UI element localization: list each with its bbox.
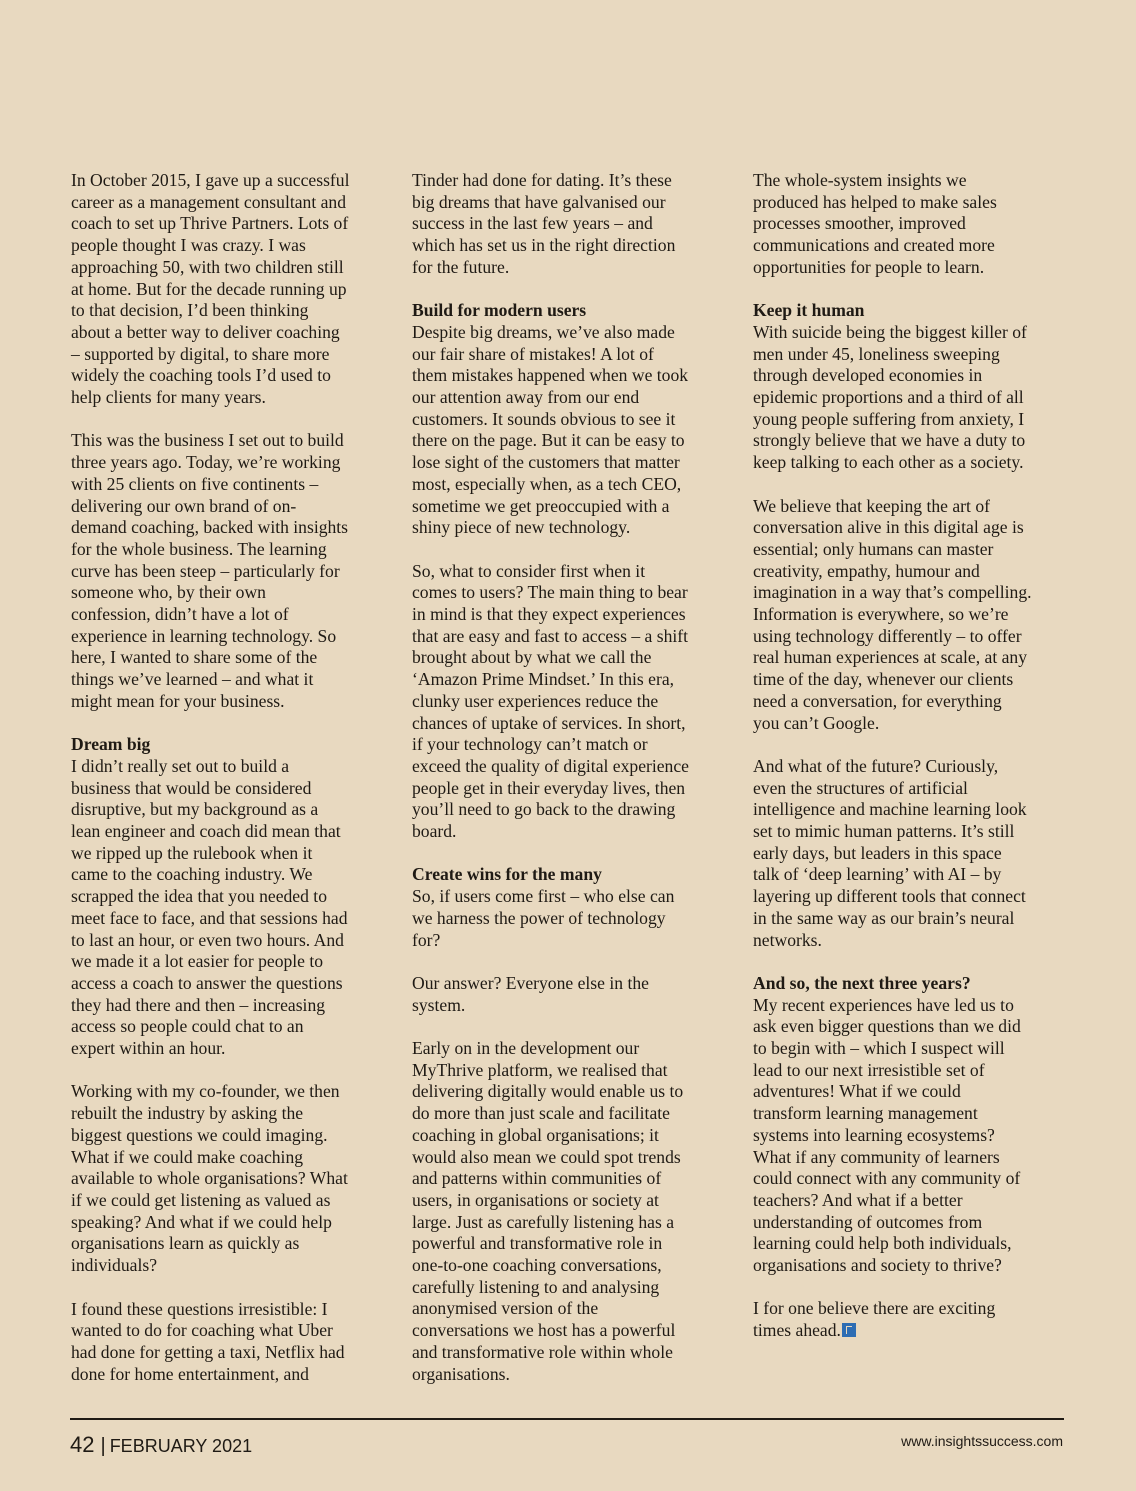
section-heading-dream-big: Dream big bbox=[71, 734, 151, 755]
paragraph: This was the business I set out to build three years ago. Today, we’re working with 25 clients on five continents – delivering our own brand of on- demand coaching, backed with insights for the whole business. The learning curve has been steep – particularly for someone who, by their own confession, didn’t have a lot of experience in learning technology. So here, I wanted to share some of the things we’ve learned – and what it might mean for your business. bbox=[71, 430, 349, 711]
article-column-3 bbox=[753, 170, 1071, 1364]
article-column-1 bbox=[71, 170, 389, 1407]
footer-divider bbox=[70, 1418, 1064, 1420]
end-of-article-icon bbox=[842, 1323, 856, 1337]
paragraph: Early on in the development our MyThrive platform, we realised that delivering digitally would enable us to do more than just scale and facilitate coaching in global organisations; it would also mean we could spot trends and patterns within communities of users, in organisations or society at large. Just as carefully listening has a powerful and transformative role in one-to-one coaching conversations, carefully listening to and analysing anonymised version of the conversations we host has a powerful and transformative role within whole organisations. bbox=[412, 1038, 684, 1384]
paragraph: Tinder had done for dating. It’s these big dreams that have galvanised our success in the last few years – and which has set us in the right direction for the future. bbox=[412, 170, 676, 277]
section-heading-next-three-years: And so, the next three years? bbox=[753, 972, 971, 993]
closing-text: I for one believe there are exciting times ahead. bbox=[753, 1298, 996, 1341]
paragraph: Despite big dreams, we’ve also made our fair share of mistakes! A lot of them mistakes happened when we took our attention away from our end customers. It sounds obvious to see it there on the page. But it can be easy to lose sight of the customers that matter most, especially when, as a tech CEO, sometime we get preoccupied with a shiny piece of new technology. bbox=[412, 321, 689, 538]
paragraph: In October 2015, I gave up a successful career as a management consultant and coach to set up Thrive Partners. Lots of people thought I was crazy. I was approaching 50, with two children still at home. But for the decade running up to that decision, I’d been thinking about a better way to deliver coaching – supported by digital, to share more widely the coaching tools I’d used to help clients for many years. bbox=[71, 170, 350, 408]
paragraph: So, what to consider first when it comes to users? The main thing to bear in mind is that they expect experiences that are easy and fast to access – a shift brought about by what we call the ‘Amazon Prime Mindset.’ In this era, clunky user experiences reduce the chances of uptake of services. In short, if your technology can’t match or exceed the quality of digital experience people get in their everyday lives, then you’ll need to go back to the drawing board. bbox=[412, 560, 689, 842]
paragraph: So, if users come first – who else can we harness the power of technology for? bbox=[412, 886, 675, 950]
section-heading-create-wins: Create wins for the many bbox=[412, 864, 602, 885]
section-heading-keep-it-human: Keep it human bbox=[753, 300, 865, 321]
website-url: www.insightssuccess.com bbox=[901, 1433, 1063, 1449]
paragraph: The whole-system insights we produced has helped to make sales processes smoother, improved communications and created more opportunities for people to learn. bbox=[753, 170, 997, 277]
section-heading-build-for-modern-users: Build for modern users bbox=[412, 300, 587, 321]
paragraph: Our answer? Everyone else in the system. bbox=[412, 972, 649, 1015]
paragraph: We believe that keeping the art of conversation alive in this digital age is essential; only humans can master creativity, empathy, humour and imagination in a way that’s compelling. Information is everywhere, so we’re using technology differently – to offer real human experiences at scale, at any time of the day, whenever our clients need a conversation, for everything you can’t Google. bbox=[753, 495, 1032, 733]
paragraph: I didn’t really set out to build a business that would be considered disruptive, but my background as a lean engineer and coach did mean that we ripped up the rulebook when it came to the coaching industry. We scrapped the idea that you needed to meet face to face, and that sessions had to last an hour, or even two hours. And we made it a lot easier for people to access a coach to answer the questions they had there and then – increasing access so people could chat to an expert within an hour. bbox=[71, 755, 348, 1059]
paragraph: My recent experiences have led us to ask even bigger questions than we did to begin with – which I suspect will lead to our next irresistible set of adventures! What if we could transform learning management systems into learning ecosystems? What if any community of learners could connect with any community of teachers? And what if a better understanding of outcomes from learning could help both individuals, organisations and society to thrive? bbox=[753, 994, 1021, 1276]
closing-paragraph bbox=[753, 1298, 1071, 1341]
issue-date: FEBRUARY 2021 bbox=[109, 1436, 253, 1456]
page-number: 42 bbox=[70, 1432, 95, 1457]
paragraph: Working with my co-founder, we then rebuilt the industry by asking the biggest questions we could imaging. What if we could make coaching available to whole organisations? What if we could get listening as valued as speaking? And what if we could help organisations learn as quickly as individuals? bbox=[71, 1081, 348, 1276]
paragraph: I found these questions irresistible: I wanted to do for coaching what Uber had done for getting a taxi, Netflix had done for home entertainment, and bbox=[71, 1298, 345, 1384]
paragraph: And what of the future? Curiously, even the structures of artificial intelligence and machine learning look set to mimic human patterns. It’s still early days, but leaders in this space talk of ‘deep learning’ with AI – by layering up different tools that connect in the same way as our brain’s neural networks. bbox=[753, 755, 1027, 950]
footer-folio bbox=[70, 1433, 252, 1458]
folio-separator: | bbox=[100, 1435, 106, 1457]
paragraph: With suicide being the biggest killer of men under 45, loneliness sweeping through developed economies in epidemic proportions and a third of all young people suffering from anxiety, I strongly believe that we have a duty to keep talking to each other as a society. bbox=[753, 321, 1027, 473]
article-column-2 bbox=[412, 170, 730, 1407]
